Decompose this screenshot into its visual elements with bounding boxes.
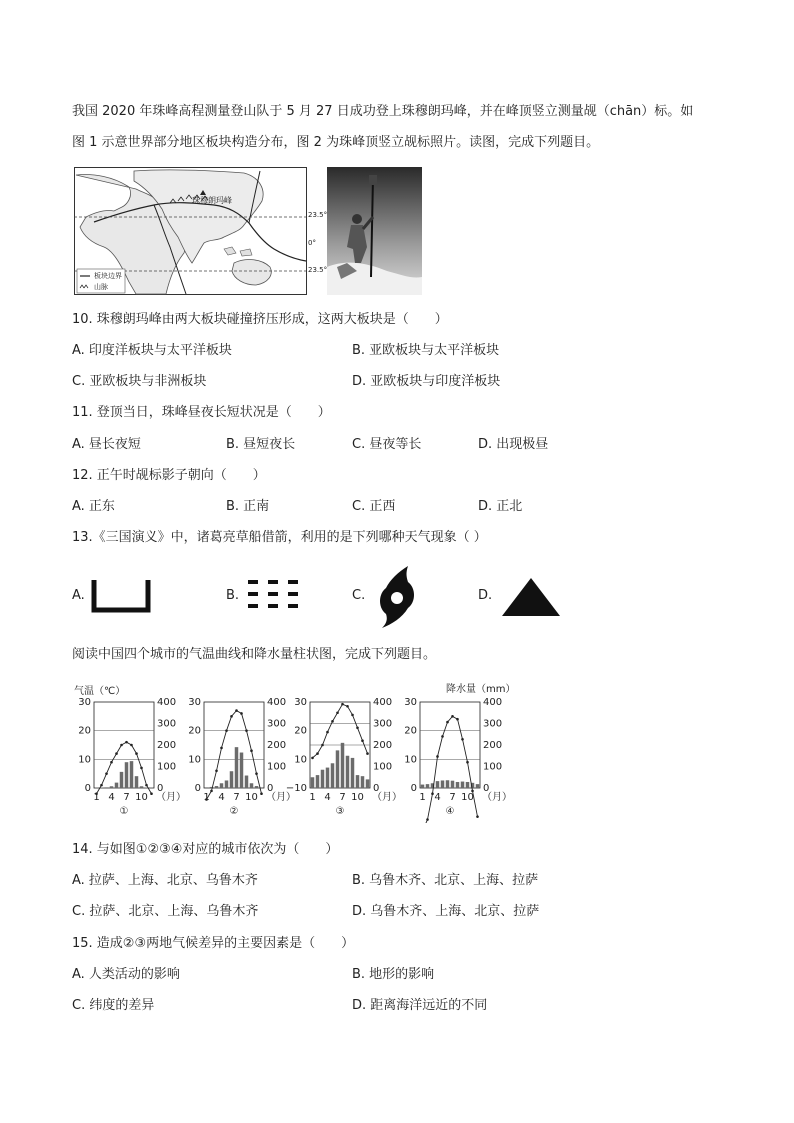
precip-bar	[476, 784, 480, 788]
month-tick-label: 10	[245, 792, 258, 803]
precip-bar	[140, 786, 144, 788]
precip-bar	[426, 784, 430, 788]
q15-stem: 15. 造成②③两地气候差异的主要因素是（ ）	[72, 936, 355, 951]
precip-bar	[351, 758, 355, 788]
precip-bar	[255, 786, 259, 788]
temp-point	[451, 715, 454, 718]
chart-id-label: ①	[119, 806, 129, 817]
q14-option-d[interactable]: D. 乌鲁木齐、上海、北京、拉萨	[352, 904, 540, 919]
precip-tick-label: 200	[373, 740, 393, 751]
temp-tick-label: 30	[78, 697, 91, 708]
q13-option-d[interactable]	[478, 586, 492, 606]
precip-bar	[326, 768, 330, 788]
precip-bar	[215, 786, 219, 788]
temp-point	[220, 747, 223, 750]
q11-option-c[interactable]: C. 昼夜等长	[352, 437, 422, 452]
temp-tick-label: 10	[404, 754, 417, 766]
q13-option-d-label: D.	[478, 588, 493, 603]
temp-tick-label: 0	[84, 783, 91, 794]
typhoon-symbol-icon	[374, 564, 422, 634]
precip-bar	[220, 783, 224, 788]
precip-tick-label: 400	[373, 697, 393, 708]
month-tick-label: 4	[434, 792, 441, 803]
q10-stem: 10. 珠穆朗玛峰由两大板块碰撞挤压形成，这两大板块是（ ）	[72, 312, 448, 327]
month-tick-label: 10	[351, 792, 364, 803]
q12-option-d[interactable]: D. 正北	[478, 499, 523, 514]
month-tick-label: 10	[461, 792, 474, 803]
precip-tick-label: 0	[483, 783, 490, 794]
chart-frame	[204, 702, 264, 788]
intro-line-1: 我国 2020 年珠峰高程测量登山队于 5 月 27 日成功登上珠穆朗玛峰，并在峰顶竖立测量觇（chān）标。如	[72, 104, 694, 119]
precip-bar	[446, 780, 450, 788]
chart-id-label: ③	[335, 806, 345, 817]
q15-option-a[interactable]: A. 人类活动的影响	[72, 967, 180, 982]
precip-bar	[436, 781, 440, 788]
q11-stem: 11. 登顶当日，珠峰昼夜长短状况是（ ）	[72, 405, 331, 420]
precip-tick-label: 0	[267, 783, 274, 794]
q15-option-d[interactable]: D. 距离海洋远近的不同	[352, 998, 488, 1013]
temp-point	[250, 749, 253, 752]
month-unit-label: （月）	[482, 792, 512, 803]
q10-option-d[interactable]: D. 亚欧板块与印度洋板块	[352, 374, 501, 389]
lat-label-south: 23.5°	[308, 266, 328, 274]
temp-tick-label: 10	[78, 754, 91, 766]
precip-tick-label: 0	[373, 783, 380, 794]
precip-bar	[451, 781, 455, 788]
temp-point	[145, 784, 148, 787]
month-tick-label: 1	[419, 792, 426, 803]
precip-axis-title: 降水量（mm）	[446, 684, 516, 695]
precip-bar	[321, 770, 325, 788]
chart-frame	[94, 702, 154, 788]
precip-bar	[336, 750, 340, 788]
precip-tick-label: 200	[483, 740, 503, 751]
precip-bar	[240, 753, 244, 788]
month-tick-label: 7	[123, 792, 130, 803]
temp-point	[331, 720, 334, 723]
temp-point	[255, 772, 258, 775]
temp-point	[115, 752, 118, 755]
temp-point	[441, 735, 444, 738]
precip-bar	[346, 756, 350, 788]
temp-point	[125, 741, 128, 744]
temp-point	[210, 790, 213, 793]
q13-option-c[interactable]	[352, 586, 365, 606]
q11-option-a[interactable]: A. 昼长夜短	[72, 437, 141, 452]
chart-id-label: ④	[445, 806, 455, 817]
climate-charts	[70, 678, 540, 823]
q13-option-a-label: A.	[72, 588, 85, 603]
temp-point	[105, 772, 108, 775]
precip-tick-label: 200	[267, 740, 287, 751]
temp-point	[316, 752, 319, 755]
temp-tick-label: 0	[194, 783, 201, 794]
temp-point	[476, 815, 479, 818]
precip-bar	[110, 786, 114, 788]
month-unit-label: （月）	[156, 792, 186, 803]
precip-bar	[250, 783, 254, 788]
temp-point	[225, 729, 228, 732]
month-tick-label: 7	[339, 792, 346, 803]
precip-bar	[361, 776, 365, 788]
temp-point	[135, 752, 138, 755]
temp-point	[426, 818, 429, 821]
q15-option-b[interactable]: B. 地形的影响	[352, 967, 435, 982]
month-tick-label: 4	[218, 792, 225, 803]
q15-option-c[interactable]: C. 纬度的差异	[72, 998, 155, 1013]
month-unit-label: （月）	[372, 792, 402, 803]
temp-point	[336, 711, 339, 714]
precip-tick-label: 100	[157, 761, 177, 773]
q14-stem: 14. 与如图①②③④对应的城市依次为（ ）	[72, 842, 339, 857]
lat-label-equator: 0°	[308, 239, 316, 247]
month-unit-label: （月）	[266, 792, 296, 803]
precip-tick-label: 300	[373, 718, 393, 730]
temp-tick-label: 30	[188, 697, 201, 708]
sandstorm-symbol-icon	[90, 578, 152, 618]
temp-point	[361, 739, 364, 742]
temp-point	[346, 705, 349, 708]
temp-tick-label: 20	[294, 725, 307, 737]
temp-point	[351, 714, 354, 717]
precip-tick-label: 100	[267, 761, 287, 773]
chart-frame	[420, 702, 480, 788]
temp-tick-label: −10	[285, 783, 307, 794]
precip-bar	[205, 787, 209, 788]
temp-point	[461, 738, 464, 741]
precip-bar	[125, 762, 129, 788]
temp-point	[100, 784, 103, 787]
plate-map	[74, 167, 328, 295]
precip-bar	[466, 782, 470, 788]
temp-point	[321, 744, 324, 747]
lat-label-north: 23.5°	[308, 211, 328, 219]
precip-bar	[311, 777, 315, 788]
temp-point	[140, 767, 143, 770]
temp-point	[215, 770, 218, 773]
chart-id-label: ②	[229, 806, 239, 817]
temp-point	[311, 757, 314, 760]
temp-tick-label: 10	[294, 754, 307, 766]
temp-point	[341, 703, 344, 706]
temp-point	[466, 761, 469, 764]
temp-point	[260, 792, 263, 795]
q13-option-c-label: C.	[352, 588, 366, 603]
month-tick-label: 1	[93, 792, 100, 803]
temp-tick-label: 20	[404, 725, 417, 737]
temp-tick-label: 20	[188, 725, 201, 737]
temp-point	[230, 715, 233, 718]
q11-option-d[interactable]: D. 出现极昼	[478, 437, 549, 452]
q10-option-a[interactable]: A. 印度洋板块与太平洋板块	[72, 343, 232, 358]
temp-point	[446, 721, 449, 724]
temp-curve	[313, 704, 368, 758]
fog-symbol-icon	[246, 578, 302, 616]
temp-point	[150, 792, 153, 795]
precip-bar	[331, 763, 335, 788]
precip-bar	[366, 779, 370, 788]
precip-bar	[225, 780, 229, 788]
temp-point	[456, 718, 459, 721]
precip-bar	[135, 776, 139, 788]
temp-point	[436, 755, 439, 758]
month-tick-label: 7	[449, 792, 456, 803]
precip-tick-label: 400	[157, 697, 177, 708]
precip-tick-label: 300	[157, 718, 177, 730]
q12-option-a[interactable]: A. 正东	[72, 499, 115, 514]
precip-tick-label: 400	[483, 697, 503, 708]
month-tick-label: 4	[324, 792, 331, 803]
q13-option-b[interactable]	[226, 586, 239, 606]
temp-axis-title: 气温（℃）	[74, 686, 126, 697]
precip-bar	[105, 787, 109, 788]
temp-point	[326, 731, 329, 734]
precip-bar	[456, 782, 460, 788]
month-tick-label: 4	[108, 792, 115, 803]
precip-bar	[230, 771, 234, 788]
precip-bar	[421, 785, 425, 788]
climate-intro: 阅读中国四个城市的气温曲线和降水量柱状图，完成下列题目。	[72, 647, 437, 662]
q10-option-c[interactable]: C. 亚欧板块与非洲板块	[72, 374, 207, 389]
hail-symbol-icon	[500, 576, 562, 622]
temp-point	[245, 729, 248, 732]
precip-bar	[235, 747, 239, 788]
q12-stem: 12. 正午时觇标影子朝向（ ）	[72, 468, 266, 483]
q12-option-c[interactable]: C. 正西	[352, 499, 396, 514]
temp-point	[235, 709, 238, 712]
precip-bar	[120, 772, 124, 788]
temp-tick-label: 10	[188, 754, 201, 766]
precip-bar	[115, 783, 119, 788]
month-tick-label: 10	[135, 792, 148, 803]
legend-boundary-label: 板块边界	[94, 272, 122, 280]
precip-bar	[130, 761, 134, 788]
precip-bar	[341, 743, 345, 788]
q13-option-a[interactable]	[72, 586, 85, 606]
q14-option-c[interactable]: C. 拉萨、北京、上海、乌鲁木齐	[72, 904, 259, 919]
q10-option-b[interactable]: B. 亚欧板块与太平洋板块	[352, 343, 500, 358]
precip-bar	[461, 782, 465, 788]
legend-mountain-label: 山脉	[94, 283, 108, 291]
precip-tick-label: 100	[483, 761, 503, 773]
precip-tick-label: 300	[483, 718, 503, 730]
temp-point	[366, 752, 369, 755]
precip-bar	[316, 775, 320, 788]
month-tick-label: 1	[309, 792, 316, 803]
temp-tick-label: 0	[410, 783, 417, 794]
summit-photo	[327, 167, 422, 295]
precip-bar	[245, 776, 249, 788]
q14-option-a[interactable]: A. 拉萨、上海、北京、乌鲁木齐	[72, 873, 258, 888]
temp-point	[240, 712, 243, 715]
q12-option-b[interactable]: B. 正南	[226, 499, 270, 514]
precip-tick-label: 100	[373, 761, 393, 773]
temp-point	[110, 761, 113, 764]
peak-label: 珠穆朗玛峰	[192, 196, 232, 205]
q14-option-b[interactable]: B. 乌鲁木齐、北京、上海、拉萨	[352, 873, 539, 888]
q13-option-b-label: B.	[226, 588, 240, 603]
temp-curve	[97, 742, 152, 794]
temp-tick-label: 30	[294, 697, 307, 708]
precip-bar	[441, 780, 445, 788]
month-tick-label: 7	[233, 792, 240, 803]
temp-tick-label: 20	[78, 725, 91, 737]
precip-bar	[356, 775, 360, 788]
temp-tick-label: 30	[404, 697, 417, 708]
q13-stem: 13.《三国演义》中，诸葛亮草船借箭，利用的是下列哪种天气现象（ ）	[72, 530, 487, 545]
precip-tick-label: 300	[267, 718, 287, 730]
temp-point	[130, 744, 133, 747]
precip-tick-label: 200	[157, 740, 177, 751]
month-tick-label: 1	[203, 792, 210, 803]
precip-tick-label: 0	[157, 783, 164, 794]
intro-line-2: 图 1 示意世界部分地区板块构造分布，图 2 为珠峰顶竖立觇标照片。读图，完成下列题目。	[72, 135, 600, 150]
temp-point	[120, 744, 123, 747]
temp-point	[356, 727, 359, 730]
precip-tick-label: 400	[267, 697, 287, 708]
q11-option-b[interactable]: B. 昼短夜长	[226, 437, 296, 452]
